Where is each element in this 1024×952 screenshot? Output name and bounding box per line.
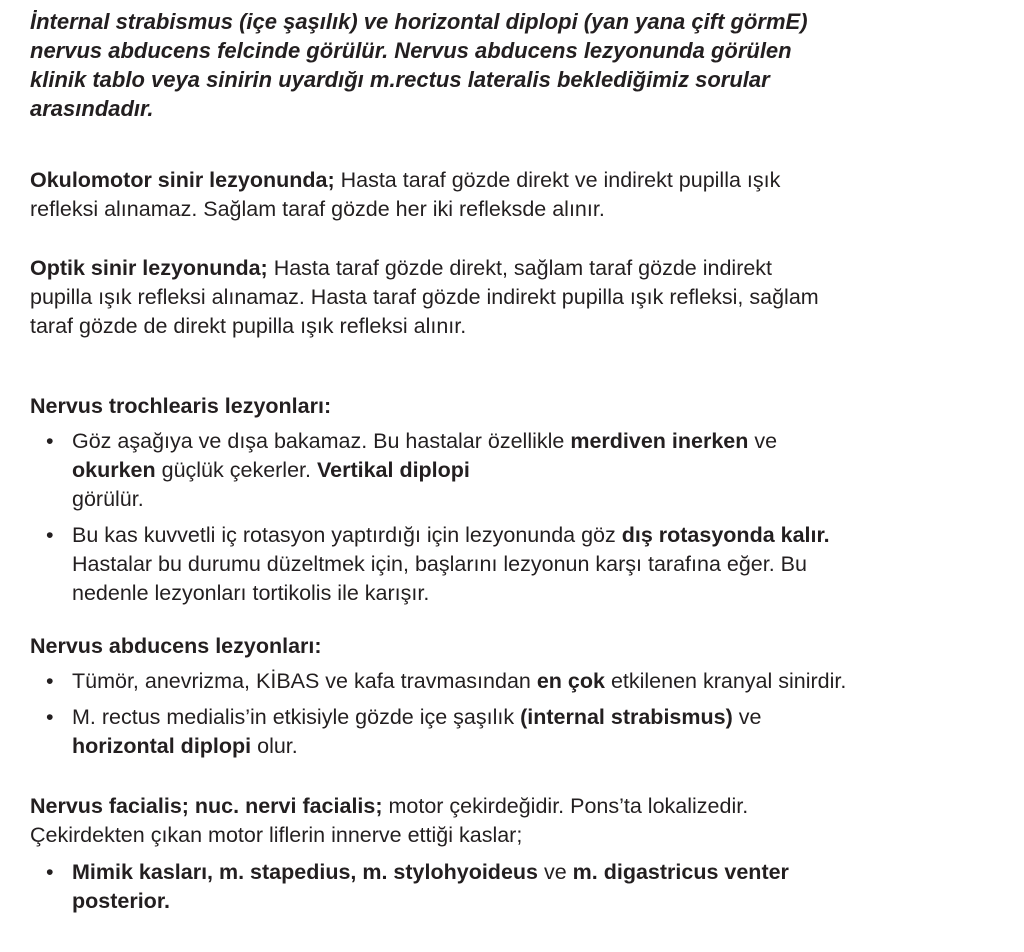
list-text: güçlük çekerler. — [155, 458, 317, 482]
intro-line: İnternal strabismus (içe şaşılık) ve horizontal diplopi (yan yana çift görmE) — [30, 9, 808, 34]
bullet-icon: • — [46, 523, 54, 547]
trochlear-section — [30, 392, 1010, 608]
list-text: görülür. — [72, 487, 144, 511]
list-text: M. rectus medialis’in etkisiyle gözde içe şaşılık — [72, 705, 521, 729]
bullet-icon: • — [46, 429, 54, 453]
abducens-heading: Nervus abducens lezyonları: — [30, 634, 322, 658]
optic-text: pupilla ışık refleksi alınamaz. Hasta taraf gözde indirekt pupilla ışık refleksi, sağlam — [30, 285, 819, 309]
intro-line: nervus abducens felcinde görülür. Nervus abducens lezyonunda görülen — [30, 38, 792, 63]
list-bold: posterior. — [72, 889, 170, 913]
list-item — [30, 427, 1010, 514]
abducens-section — [30, 632, 1010, 761]
oculomotor-text: refleksi alınamaz. Sağlam taraf gözde her iki refleksde alınır. — [30, 197, 605, 221]
oculomotor-text: Hasta taraf gözde direkt ve indirekt pupilla ışık — [334, 168, 781, 192]
intro-line: klinik tablo veya sinirin uyardığı m.rectus lateralis beklediğimiz sorular — [30, 67, 770, 92]
list-bold: horizontal diplopi — [72, 734, 252, 758]
list-bold: merdiven inerken — [570, 429, 749, 453]
abducens-list — [30, 667, 1010, 761]
list-bold: (internal strabismus) — [520, 705, 733, 729]
optic-text: Hasta taraf gözde direkt, sağlam taraf gözde indirekt — [267, 256, 773, 280]
facial-title: Nervus facialis; nuc. nervi facialis; — [30, 794, 383, 818]
optic-paragraph — [30, 254, 1010, 341]
optic-title: Optik sinir lezyonunda; — [30, 256, 268, 280]
list-item — [30, 521, 1010, 608]
list-bold: dış rotasyonda kalır. — [621, 523, 830, 547]
list-text: Hastalar bu durumu düzeltmek için, başlarını lezyonun karşı tarafına eğer. Bu — [72, 552, 807, 576]
list-bold: m. digastricus venter — [572, 860, 789, 884]
list-bold: Vertikal diplopi — [316, 458, 470, 482]
facial-text: motor çekirdeğidir. Pons’ta lokalizedir. — [382, 794, 749, 818]
list-text: ve — [538, 860, 573, 884]
list-text: nedenle lezyonları tortikolis ile karışır. — [72, 581, 430, 605]
list-text: Bu kas kuvvetli iç rotasyon yaptırdığı için lezyonunda göz — [72, 523, 622, 547]
facial-section — [30, 792, 1010, 916]
intro-paragraph — [30, 7, 990, 123]
list-bold: Mimik kasları, m. stapedius, m. stylohyoideus — [72, 860, 538, 884]
facial-list — [30, 858, 1010, 916]
list-text: ve — [748, 429, 778, 453]
list-text: olur. — [251, 734, 298, 758]
trochlear-list — [30, 427, 1010, 608]
bullet-icon: • — [46, 860, 54, 884]
optic-text: taraf gözde de direkt pupilla ışık refleksi alınır. — [30, 314, 467, 338]
list-text: Göz aşağıya ve dışa bakamaz. Bu hastalar özellikle — [72, 429, 571, 453]
list-bold: okurken — [72, 458, 156, 482]
oculomotor-paragraph — [30, 166, 1010, 224]
trochlear-heading: Nervus trochlearis lezyonları: — [30, 394, 332, 418]
list-item — [30, 667, 1010, 696]
bullet-icon: • — [46, 669, 54, 693]
oculomotor-title: Okulomotor sinir lezyonunda; — [30, 168, 335, 192]
list-bold: en çok — [536, 669, 605, 693]
list-text: Tümör, anevrizma, KİBAS ve kafa travmasından — [72, 669, 537, 693]
list-text: ve — [732, 705, 762, 729]
bullet-icon: • — [46, 705, 54, 729]
list-item — [30, 703, 1010, 761]
intro-line: arasındadır. — [30, 96, 154, 121]
facial-text: Çekirdekten çıkan motor liflerin innerve ettiği kaslar; — [30, 823, 523, 847]
list-text: etkilenen kranyal sinirdir. — [604, 669, 847, 693]
list-item — [30, 858, 1010, 916]
